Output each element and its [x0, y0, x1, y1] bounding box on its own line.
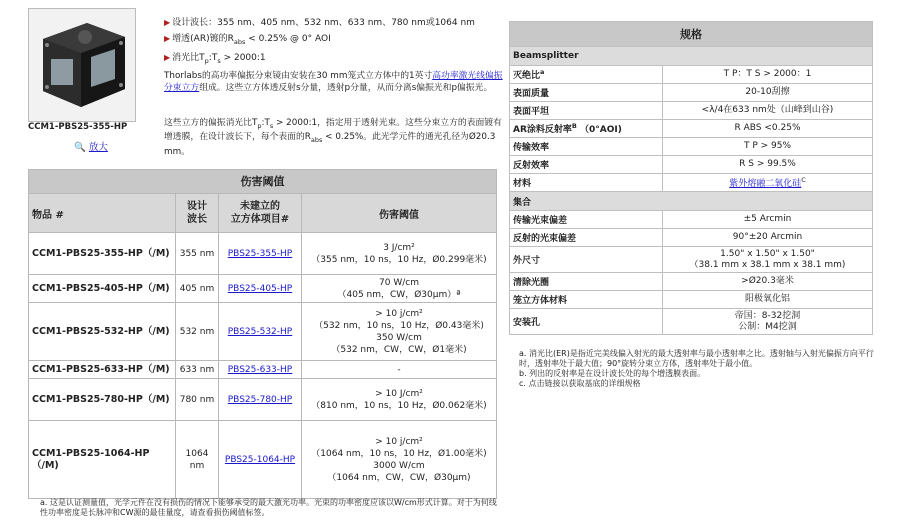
bullet-triangle-icon: ▶ [164, 52, 171, 62]
spec-row [510, 247, 873, 273]
spec-value: T P > 95% [663, 138, 873, 156]
spec-row [510, 273, 873, 291]
wavelength-cell: 1064 nm [176, 421, 219, 499]
item-number: CCM1-PBS25-355-HP（/M) [29, 233, 176, 275]
cube-link[interactable]: PBS25-1064-HP [224, 454, 296, 465]
product-caption: CCM1-PBS25-355-HP [28, 122, 128, 132]
intro-paragraph-2: 这些立方的偏振消光比$T_p:T_s$ > 2000:1，指定用于透射光束。这些分束立方的表面镀有增透膜，在设计波长下，每个表面的$R_{abs} < 0.25\%$。此光学元件的通光孔径为Ø20.3 mm。 [164, 118, 502, 157]
table-row [29, 233, 497, 275]
bullet-triangle-icon: ▶ [164, 18, 171, 27]
damage-line: （532 nm，CW，CW，Ø1毫米) [331, 344, 467, 355]
damage-footnote: a. 这是认证测量值，光学元件在没有损伤的情况下能够承受的最大激光功率。光束的功率密度应该以W/cm形式计算。对于为何线性功率密度是长脉冲和CW源的最佳量度，请查看损伤阈值标签。 [40, 498, 497, 517]
wavelength-cell: 780 nm [176, 379, 219, 421]
wavelength-cell: 355 nm [176, 233, 219, 275]
cube-link[interactable]: PBS25-405-HP [227, 283, 293, 294]
spec-label: 表面平坦 [510, 102, 663, 120]
damage-threshold-cell [302, 233, 497, 275]
cube-mount-picture [29, 9, 135, 121]
zoom-label[interactable]: 放大 [88, 142, 108, 153]
spec-row [510, 291, 873, 309]
section-beamsplitter: Beamsplitter [510, 47, 873, 66]
table-title: 伤害阈值 [29, 170, 497, 194]
pbs-cube-link[interactable]: 高功率激光线偏振分束立方 [164, 71, 503, 93]
cube-cell [219, 303, 302, 361]
spec-footnote: a. 消光比(ER)是指近完美线偏入射光的最大透射率与最小透射率之比。透射轴与入射光偏振方向平行时，透射率处于最大值；90°旋转分束立方体，透射率处于最小值。 [519, 349, 874, 368]
bullet-triangle-icon: ▶ [164, 34, 171, 43]
spec-value: R S > 99.5% [663, 156, 873, 174]
table-row [29, 379, 497, 421]
spec-label: 清除光圈 [510, 273, 663, 291]
item-number: CCM1-PBS25-405-HP（/M) [29, 275, 176, 303]
damage-line: （405 nm，CW，Ø30μm）ª [337, 289, 461, 300]
spec-value: >Ø20.3毫米 [663, 273, 873, 291]
spec-row [510, 102, 873, 120]
spec-label: 传输效率 [510, 138, 663, 156]
damage-line: 350 W/cm [376, 332, 422, 343]
wavelength-cell: 405 nm [176, 275, 219, 303]
spec-row [510, 84, 873, 102]
spec-value: 帝国：8-32挖洞 公制：M4挖洞 [663, 309, 873, 335]
spec-label: 表面质量 [510, 84, 663, 102]
feature-item: ▶ 增透(AR)镀的$R_{abs} < 0.25\%$ @ 0° AOI [164, 34, 331, 46]
material-link[interactable]: 紫外熔融二氧化硅 [729, 179, 802, 189]
magnifier-icon: 🔍 [74, 142, 86, 153]
spec-value: 90°±20 Arcmin [663, 229, 873, 247]
damage-threshold-cell [302, 275, 497, 303]
item-number: CCM1-PBS25-532-HP（/M) [29, 303, 176, 361]
spec-label: 安装孔 [510, 309, 663, 335]
damage-line: （532 nm，10 ns，10 Hz，Ø0.43毫米) [314, 320, 484, 331]
spec-label: 材料 [510, 174, 663, 192]
spec-value: ±5 Arcmin [663, 211, 873, 229]
spec-label: 反射的光束偏差 [510, 229, 663, 247]
table-row [29, 361, 497, 379]
spec-row [510, 174, 873, 192]
damage-line: （1064 nm，CW，CW，Ø30μm) [327, 472, 471, 483]
wavelength-cell: 532 nm [176, 303, 219, 361]
spec-row [510, 309, 873, 335]
damage-threshold-cell [302, 361, 497, 379]
damage-line: > 10 j/cm² [375, 436, 423, 447]
damage-line: 3 J/cm² [383, 242, 415, 253]
damage-line: 70 W/cm [379, 277, 419, 288]
feature-item: ▶ 消光比$T_p:T_s$ > 2000:1 [164, 52, 266, 65]
header-damage: 伤害阈值 [302, 194, 497, 233]
spec-row [510, 138, 873, 156]
spec-value: 紫外熔融二氧化硅$^C$ [663, 174, 873, 192]
zoom-link[interactable] [74, 139, 108, 153]
damage-line: （810 nm，10 ns，10 Hz，Ø0.062毫米) [311, 400, 487, 411]
cube-link[interactable]: PBS25-633-HP [227, 364, 293, 375]
header-wavelength: 设计 波长 [176, 194, 219, 233]
cube-cell [219, 361, 302, 379]
damage-line: > 10 j/cm² [375, 308, 423, 319]
cube-cell [219, 379, 302, 421]
specs-footnotes [519, 349, 874, 389]
damage-threshold-cell [302, 421, 497, 499]
spec-row [510, 229, 873, 247]
cube-cell [219, 421, 302, 499]
damage-line: - [397, 364, 401, 375]
product-image[interactable] [28, 8, 136, 122]
item-number: CCM1-PBS25-633-HP（/M) [29, 361, 176, 379]
specs-table [509, 21, 873, 335]
spec-value: 阳极氧化铝 [663, 291, 873, 309]
spec-row [510, 156, 873, 174]
damage-line: 3000 W/cm [373, 460, 425, 471]
spec-footnote: b. 列出的反射率是在设计波长处的每个增透膜表面。 [519, 369, 706, 378]
damage-line: （1064 nm，10 ns，10 Hz，Ø1.00毫米) [311, 448, 487, 459]
cube-cell [219, 275, 302, 303]
spec-footnote: c. 点击链接以获取基底的详细规格 [519, 379, 641, 388]
header-item: 物品 # [29, 194, 176, 233]
spec-value: T P：T S > 2000：1 [663, 66, 873, 84]
cube-link[interactable]: PBS25-780-HP [227, 394, 293, 405]
spec-value: R ABS <0.25% [663, 120, 873, 138]
table-row [29, 275, 497, 303]
feature-list [164, 15, 504, 69]
table-row [29, 421, 497, 499]
damage-threshold-cell [302, 379, 497, 421]
spec-label: 反射效率 [510, 156, 663, 174]
spec-label: 笼立方体材料 [510, 291, 663, 309]
specs-title: 规格 [510, 22, 873, 47]
cube-link[interactable]: PBS25-355-HP [227, 248, 293, 259]
header-cube: 未建立的 立方体项目# [219, 194, 302, 233]
spec-row [510, 66, 873, 84]
item-number: CCM1-PBS25-780-HP（/M) [29, 379, 176, 421]
spec-label: 传输光束偏差 [510, 211, 663, 229]
spec-label: AR涂料反射率$^B$ （0°AOI) [510, 120, 663, 138]
spec-value: 20-10刮擦 [663, 84, 873, 102]
spec-row [510, 211, 873, 229]
section-assembly: 集合 [510, 192, 873, 211]
damage-threshold-cell [302, 303, 497, 361]
feature-item: ▶ 设计波长：355 nm、405 nm、532 nm、633 nm、780 nm或1064 nm [164, 18, 475, 28]
spec-value: 1.50" x 1.50" x 1.50" （38.1 mm x 38.1 mm x 38.1 mm) [663, 247, 873, 273]
cube-link[interactable]: PBS25-532-HP [227, 326, 293, 337]
damage-threshold-table [28, 169, 497, 499]
table-row [29, 303, 497, 361]
item-number: CCM1-PBS25-1064-HP（/M) [29, 421, 176, 499]
spec-label: 灭绝比$^a$ [510, 66, 663, 84]
spec-row [510, 120, 873, 138]
damage-line: （355 nm，10 ns，10 Hz，Ø0.299毫米) [311, 254, 487, 265]
damage-line: > 10 J/cm² [375, 388, 423, 399]
spec-label: 外尺寸 [510, 247, 663, 273]
wavelength-cell: 633 nm [176, 361, 219, 379]
spec-value: <λ/4在633 nm处（山峰到山谷) [663, 102, 873, 120]
intro-paragraph-1: Thorlabs的高功率偏振分束镜由安装在30 mm笼式立方体中的1英寸高功率激光线偏振分束立方组成。这些立方体透反射s分量，透射p分量，从而分离s偏振光和p偏振光。 [164, 71, 503, 93]
cube-cell [219, 233, 302, 275]
